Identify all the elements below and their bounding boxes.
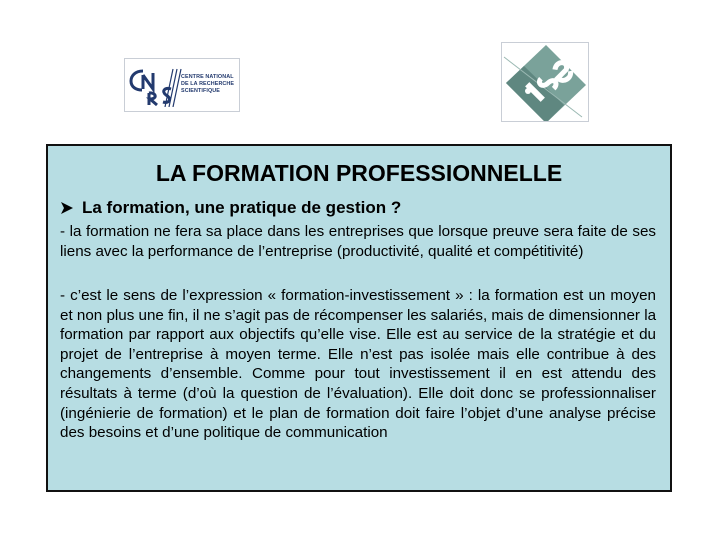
content-box [46, 144, 672, 492]
arrow-bullet-icon [60, 201, 74, 215]
cnrs-logo-mark [129, 63, 185, 107]
paragraph-1: - la formation ne fera sa place dans les entreprises que lorsque preuve sera faite de ses liens avec la performance de l’entreprise (productivité, qualité et compétitivité) [60, 223, 656, 260]
section-heading [60, 198, 401, 218]
cnrs-line-3: SCIENTIFIQUE [181, 88, 220, 94]
cnrs-logo [124, 58, 240, 112]
slide-title: LA FORMATION PROFESSIONNELLE [155, 160, 563, 186]
paragraph-2: - c’est le sens de l’expression « formation-investissement » : la formation est un moyen et non plus une fin, il ne s’agit pas de récompenser les salariés, mais de dimensionner la formation par rapport aux objectifs qu’elle vise. Elle est au service de la stratégie et du projet de l’entreprise à moyen terme. Elle n’est pas isolée mais elle contribue à des changements d’ensemble. Comme pour tout investissement il en est attendu des résultats à terme (d’où la question de l’évaluation). Elle doit donc se professionnaliser (ingénierie de formation) et le plan de formation doit faire l’objet d’une analyse précise des besoins et d’une politique de communication [60, 287, 657, 442]
cnrs-line-1: CENTRE NATIONAL [181, 74, 234, 80]
section-heading-text: La formation, une pratique de gestion ? [82, 198, 402, 217]
cnrs-line-2: DE LA RECHERCHE [181, 81, 235, 87]
cnrs-logo-text [181, 74, 234, 95]
ise-logo [501, 42, 589, 122]
ise-logo-mark [502, 43, 588, 121]
